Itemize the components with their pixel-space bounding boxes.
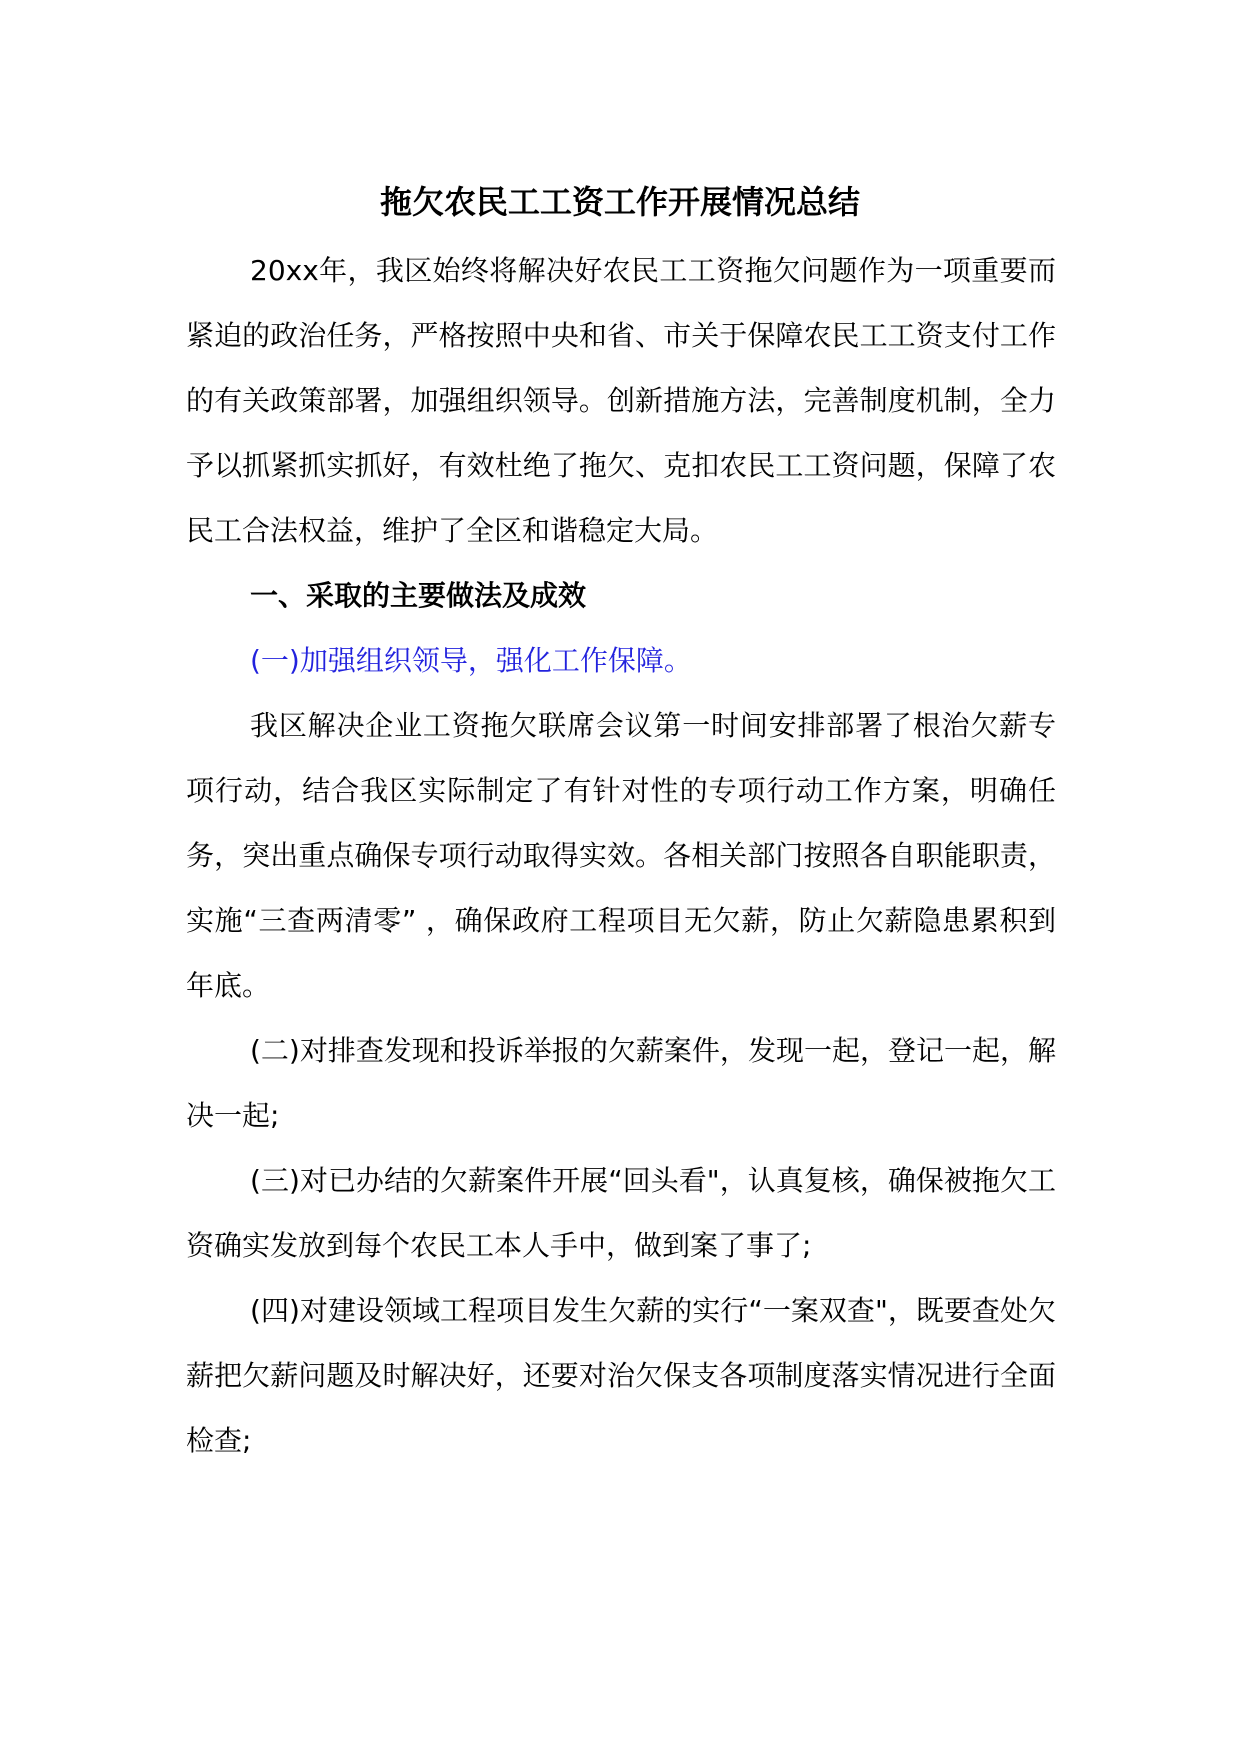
document-body xyxy=(186,238,1056,1473)
subheading-1: (一)加强组织领导，强化工作保障。 xyxy=(250,644,692,677)
intro-paragraph: 20xx年，我区始终将解决好农民工工资拖欠问题作为一项重要而紧迫的政治任务，严格按照中央和省、市关于保障农民工工资支付工作的有关政策部署，加强组织领导。创新措施方法，完善制度机制，全力予以抓紧抓实抓好，有效杜绝了拖欠、克扣农民工工资问题，保障了农民工合法权益，维护了全区和谐稳定大局。 xyxy=(186,254,1056,547)
paragraph-2: (二)对排查发现和投诉举报的欠薪案件，发现一起，登记一起，解决一起; xyxy=(186,1034,1056,1132)
paragraph-3: (三)对已办结的欠薪案件开展“回头看"，认真复核，确保被拖欠工资确实发放到每个农民工本人手中，做到案了事了; xyxy=(186,1164,1056,1262)
paragraph-1: 我区解决企业工资拖欠联席会议第一时间安排部署了根治欠薪专项行动，结合我区实际制定了有针对性的专项行动工作方案，明确任务，突出重点确保专项行动取得实效。各相关部门按照各自职能职责，实施“三查两清零” ，确保政府工程项目无欠薪，防止欠薪隐患累积到年底。 xyxy=(186,709,1056,1002)
section-heading: 一、采取的主要做法及成效 xyxy=(250,579,587,612)
paragraph-4: (四)对建设领域工程项目发生欠薪的实行“一案双查"，既要查处欠薪把欠薪问题及时解决好，还要对治欠保支各项制度落实情况进行全面检查; xyxy=(186,1294,1056,1457)
document-title: 拖欠农民工工资工作开展情况总结 xyxy=(379,183,860,221)
